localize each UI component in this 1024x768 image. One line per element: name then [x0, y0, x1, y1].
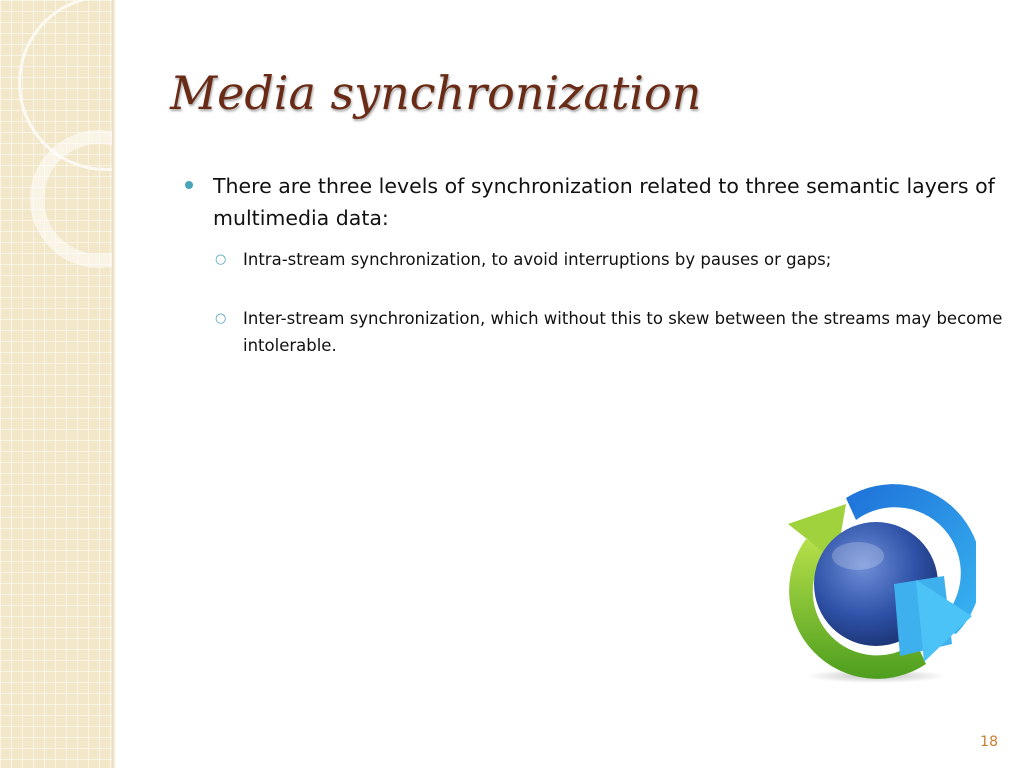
panel-edge-divider	[112, 0, 116, 768]
ring-bullet-icon: ○	[215, 311, 227, 326]
sub-bullet-item	[185, 246, 1005, 273]
decorative-ring	[30, 130, 112, 268]
sync-arrows-globe-icon	[776, 484, 976, 684]
sub-bullet-text: Intra-stream synchronization, to avoid interruptions by pauses or gaps;	[243, 250, 832, 269]
page-number: 18	[980, 734, 998, 750]
slide-body	[185, 170, 1005, 359]
bullet-dot-icon	[185, 181, 193, 189]
sub-bullet-item	[185, 305, 1005, 359]
slide-title: Media synchronization	[170, 66, 702, 120]
bullet-text: There are three levels of synchronization related to three semantic layers of multimedia data:	[213, 174, 995, 230]
sub-bullet-text: Inter-stream synchronization, which without this to skew between the streams may become intolerable.	[243, 309, 1003, 355]
ring-bullet-icon: ○	[215, 252, 227, 267]
decorative-side-panel	[0, 0, 112, 768]
bullet-item	[185, 170, 1005, 234]
